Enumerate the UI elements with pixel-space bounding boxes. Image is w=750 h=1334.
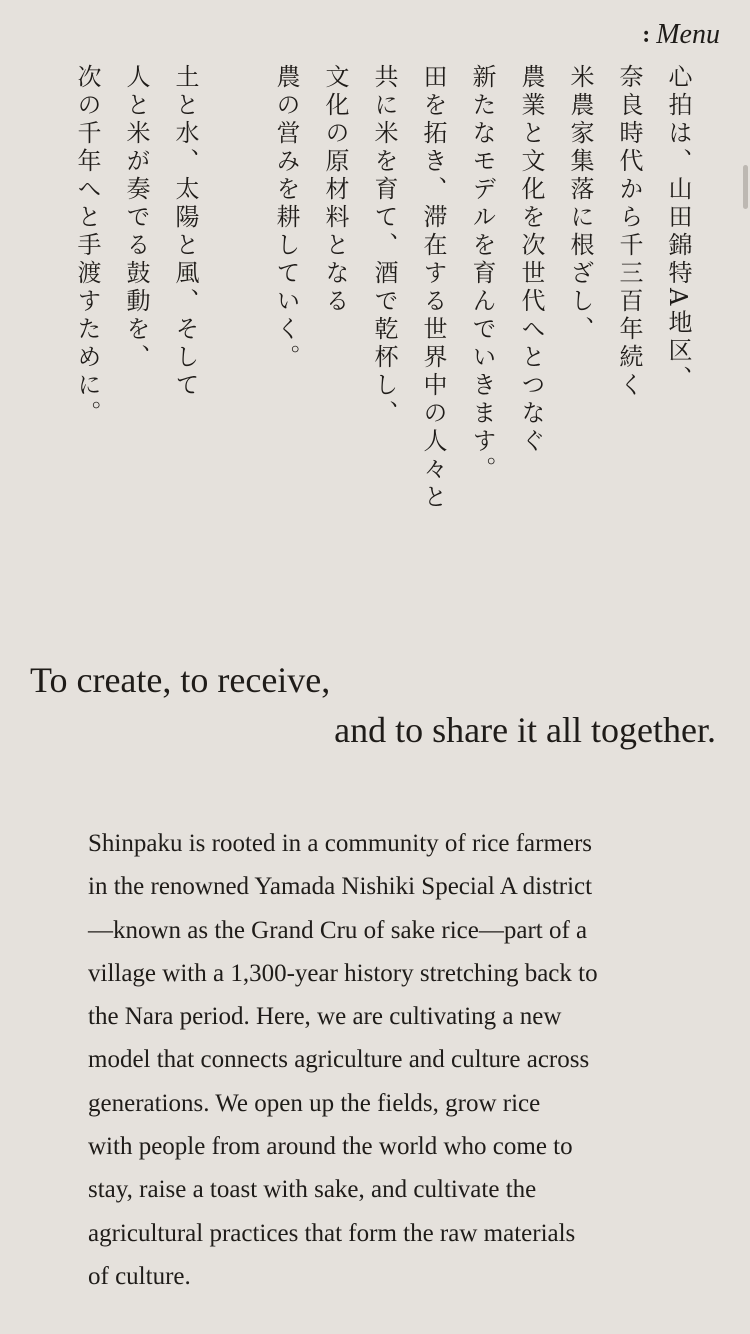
paragraph-line: stay, raise a toast with sake, and cultivate the — [88, 1176, 537, 1204]
stanza-gap — [209, 64, 261, 564]
headline-line-1: To create, to receive, — [30, 660, 331, 700]
menu-label: Menu — [656, 19, 720, 50]
paragraph-line: village with a 1,300-year history stretching back to — [88, 959, 598, 987]
poem-line: 次の千年へと手渡すために。 — [73, 64, 101, 428]
poem-line: 文化の原材料となる — [321, 64, 349, 316]
paragraph-line: with people from around the world who come to — [88, 1133, 573, 1161]
poem-line: 人と米が奏でる鼓動を、 — [122, 64, 150, 372]
poem-line: 農の営みを耕していく。 — [272, 64, 300, 372]
poem-line: 田を拓き、滞在する世界中の人々と — [419, 64, 447, 512]
poem-line: 共に米を育て、酒で乾杯し、 — [370, 64, 398, 428]
paragraph-line: the Nara period. Here, we are cultivating a new — [88, 1003, 562, 1031]
poem-line: 新たなモデルを育んでいきます。 — [468, 64, 496, 484]
paragraph-line: in the renowned Yamada Nishiki Special A district — [88, 873, 593, 901]
menu-button[interactable] — [642, 18, 720, 52]
paragraph-line: generations. We open up the fields, grow rice — [88, 1089, 541, 1117]
poem-line: 農業と文化を次世代へとつなぐ — [517, 64, 545, 456]
paragraph-line: Shinpaku is rooted in a community of rice farmers — [88, 830, 593, 857]
body-paragraph — [88, 822, 678, 1298]
headline-line-2: and to share it all together. — [334, 710, 716, 750]
scrollbar-thumb[interactable] — [743, 165, 748, 209]
poem-line: 奈良時代から千三百年続く — [615, 64, 643, 400]
japanese-poem — [62, 64, 702, 564]
poem-line: 米農家集落に根ざし、 — [566, 64, 594, 344]
paragraph-line: model that connects agriculture and culture across — [88, 1046, 590, 1074]
menu-colon-icon: : — [642, 22, 651, 48]
poem-line: 心拍は、山田錦特A地区、 — [664, 64, 692, 394]
poem-stanza-2 — [62, 64, 209, 564]
poem-stanza-1 — [261, 64, 702, 564]
paragraph-line: of culture. — [88, 1262, 191, 1290]
paragraph-line: agricultural practices that form the raw materials — [88, 1219, 576, 1247]
poem-line: 土と水、太陽と風、そして — [171, 64, 199, 400]
paragraph-line: —known as the Grand Cru of sake rice—part of a — [88, 916, 588, 944]
